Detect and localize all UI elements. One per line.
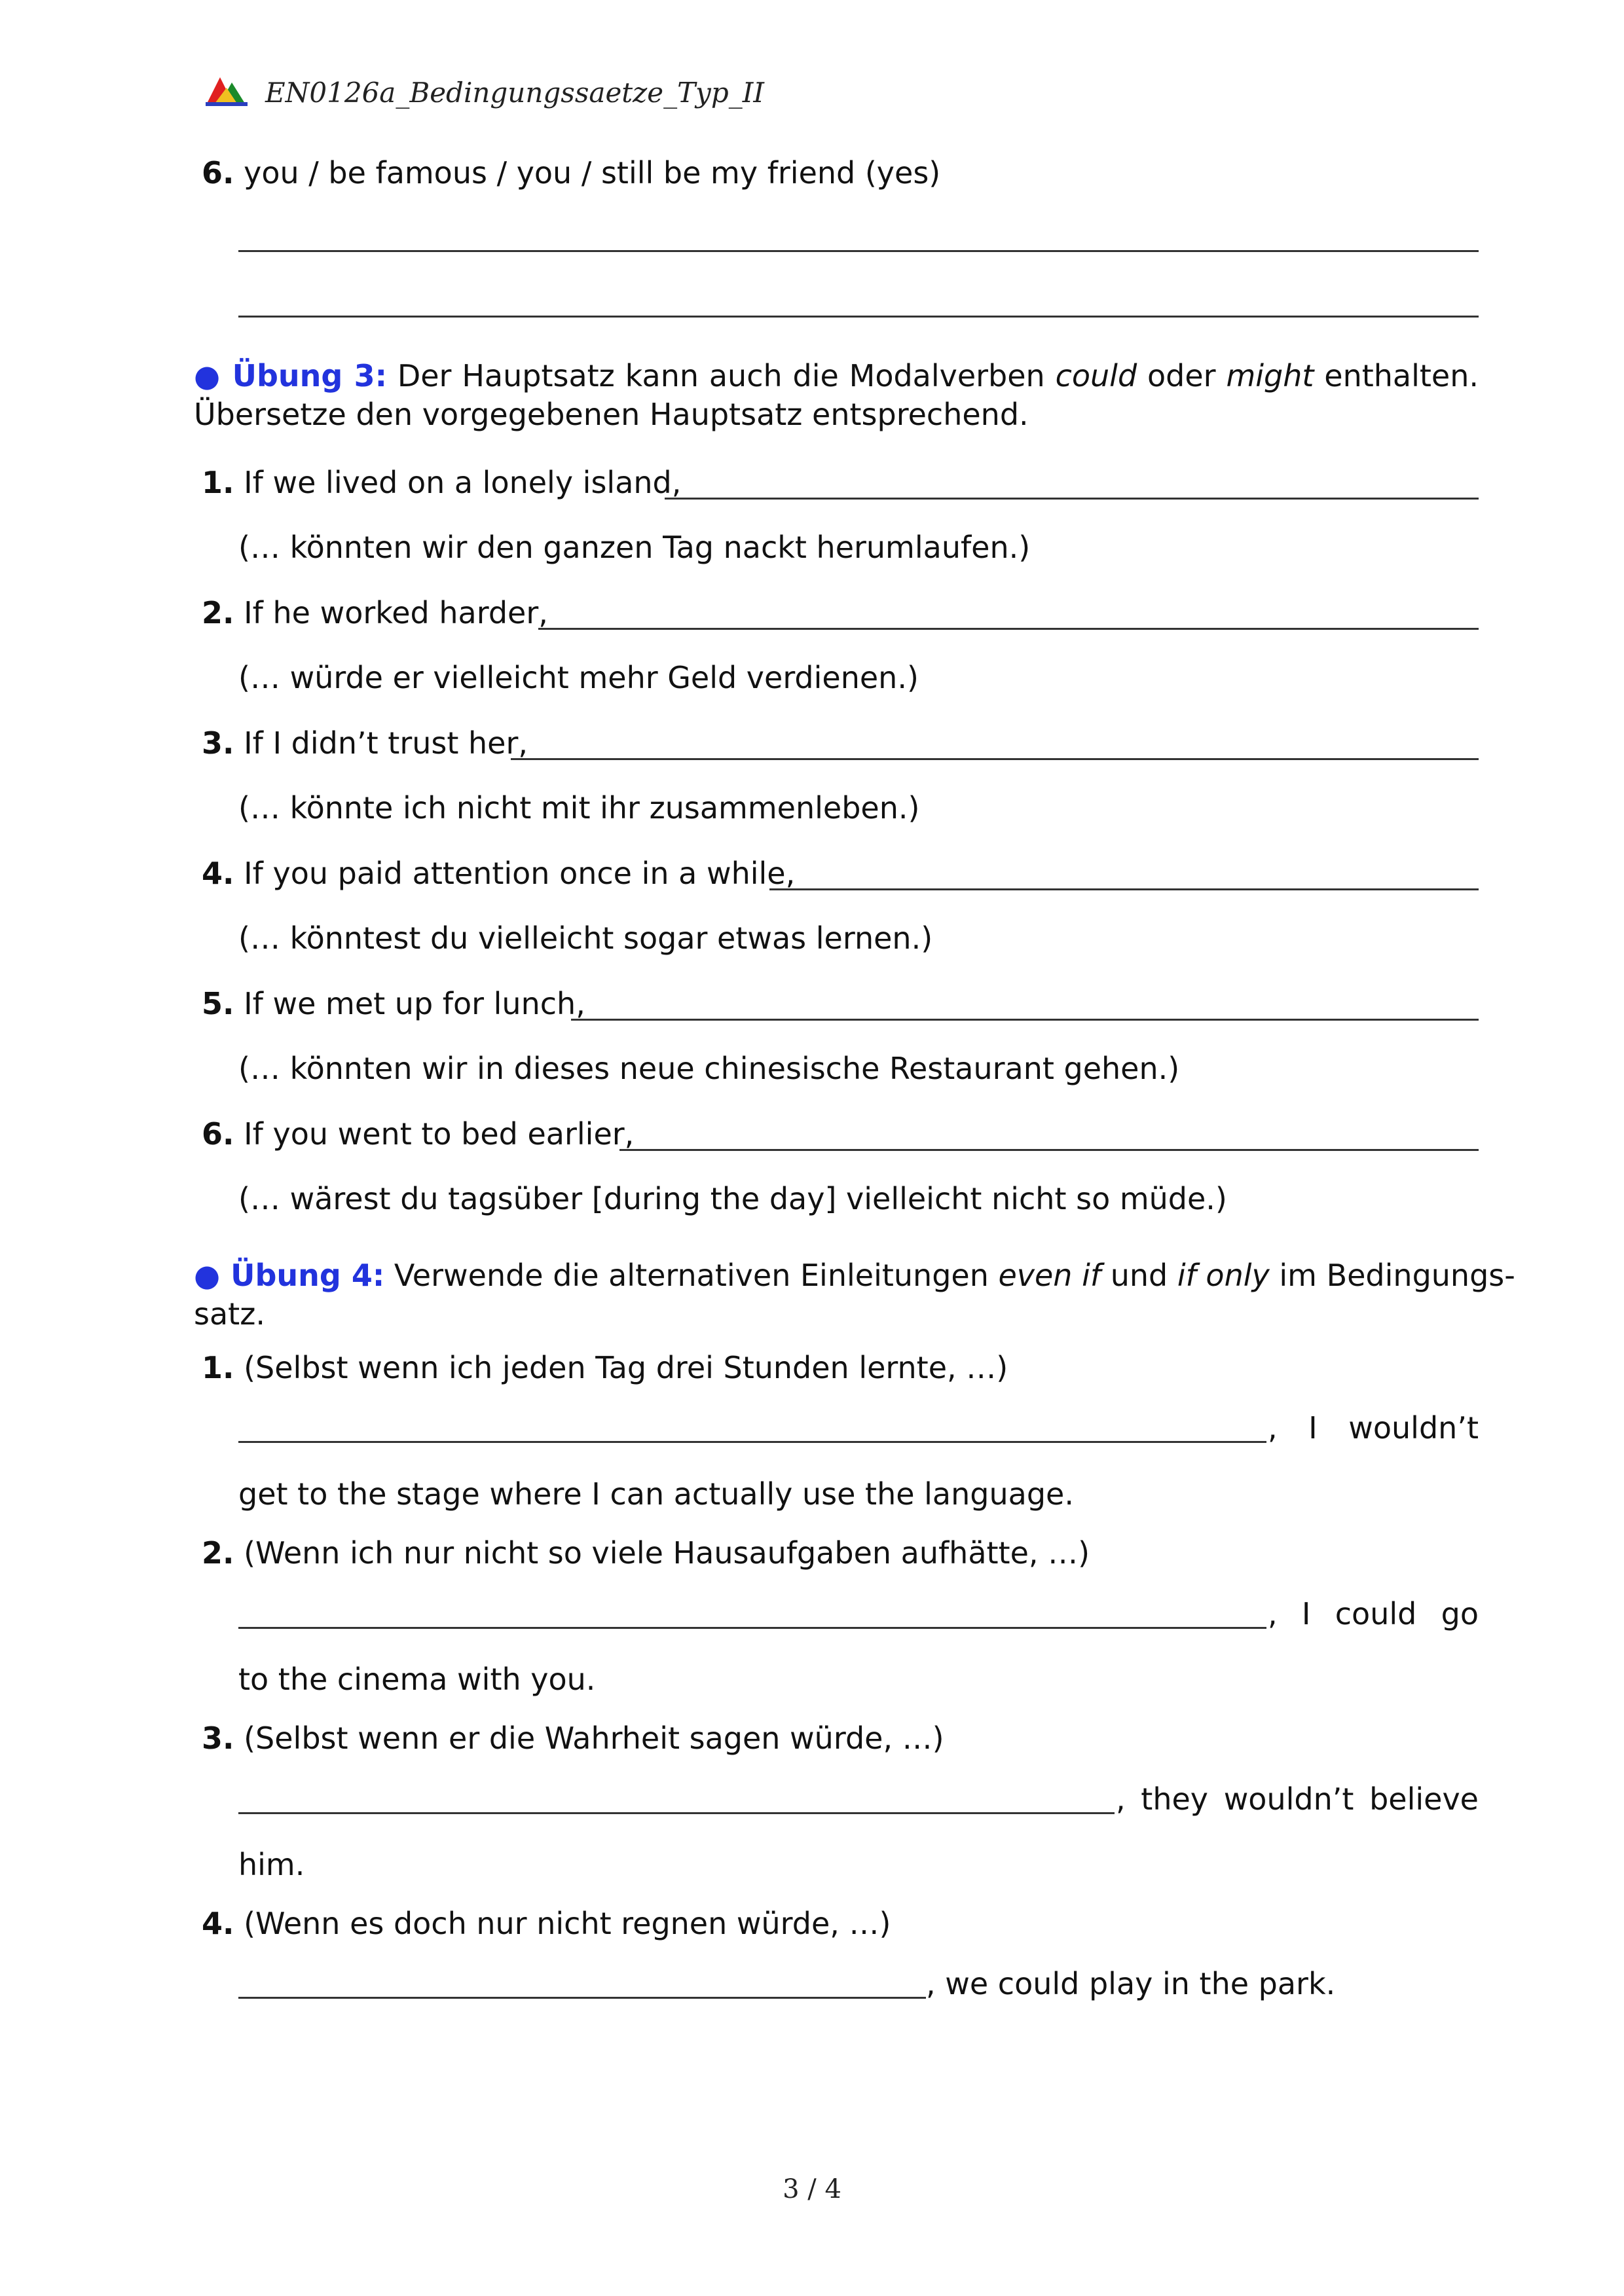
answer-line[interactable] bbox=[538, 628, 1479, 630]
sentence-ending: , I could go bbox=[1268, 1596, 1479, 1631]
answer-line[interactable] bbox=[238, 1997, 926, 1999]
translation-hint: (… könnten wir in dieses neue chinesische Restaurant gehen.) bbox=[238, 1051, 1180, 1086]
page-number: 3 / 4 bbox=[783, 2174, 841, 2204]
exercise-4-item: 1. (Selbst wenn ich jeden Tag drei Stunden lernte, …) bbox=[202, 1350, 1008, 1385]
exercise-4-item: 4. (Wenn es doch nur nicht regnen würde, …) bbox=[202, 1906, 891, 1941]
exercise-3-item: 6. If you went to bed earlier, bbox=[202, 1116, 635, 1152]
answer-line[interactable] bbox=[238, 1812, 1115, 1814]
sentence-continuation: him. bbox=[238, 1847, 305, 1882]
sentence-ending: , we could play in the park. bbox=[926, 1966, 1336, 2001]
answer-line[interactable] bbox=[238, 316, 1479, 318]
exercise-4-label: ● Übung 4: bbox=[194, 1258, 385, 1293]
answer-line[interactable] bbox=[665, 498, 1479, 500]
exercise-3-item: 1. If we lived on a lonely island, bbox=[202, 465, 682, 500]
exercise-3-label: ● Übung 3: bbox=[194, 358, 387, 393]
sentence-ending: , they wouldn’t believe bbox=[1116, 1781, 1479, 1817]
exercise-3-item: 2. If he worked harder, bbox=[202, 595, 548, 630]
item-text: you / be famous / you / still be my friend (yes) bbox=[244, 155, 941, 191]
exercise-3-instruction: Übersetze den vorgegebenen Hauptsatz entsprechend. bbox=[194, 397, 1029, 432]
answer-line[interactable] bbox=[238, 250, 1479, 252]
intro-item bbox=[202, 153, 940, 192]
answer-line[interactable] bbox=[238, 1441, 1266, 1443]
answer-line[interactable] bbox=[238, 1627, 1266, 1629]
exercise-3-heading: ● Übung 3: Der Hauptsatz kann auch die Modalverben could oder might enthalten. bbox=[194, 358, 1479, 393]
answer-line[interactable] bbox=[619, 1149, 1479, 1151]
sentence-continuation: get to the stage where I can actually use the language. bbox=[238, 1476, 1074, 1512]
exercise-3-item: 3. If I didn’t trust her, bbox=[202, 725, 528, 761]
exercise-4-item: 3. (Selbst wenn er die Wahrheit sagen würde, …) bbox=[202, 1721, 944, 1756]
translation-hint: (… würde er vielleicht mehr Geld verdienen.) bbox=[238, 660, 919, 695]
exercise-4-heading: ● Übung 4: Verwende die alternativen Einleitungen even if und if only im Bedingungs- bbox=[194, 1258, 1515, 1293]
sentence-continuation: to the cinema with you. bbox=[238, 1662, 596, 1697]
item-number: 6. bbox=[202, 155, 234, 191]
exercise-3-item: 4. If you paid attention once in a while, bbox=[202, 856, 796, 891]
exercise-4-instruction-cont: satz. bbox=[194, 1296, 265, 1332]
logo-icon bbox=[204, 73, 250, 107]
answer-line[interactable] bbox=[571, 1019, 1479, 1021]
translation-hint: (… könnten wir den ganzen Tag nackt herumlaufen.) bbox=[238, 530, 1031, 565]
translation-hint: (… könnte ich nicht mit ihr zusammenleben.) bbox=[238, 790, 920, 826]
translation-hint: (… wärest du tagsüber [during the day] vielleicht nicht so müde.) bbox=[238, 1181, 1227, 1216]
answer-line[interactable] bbox=[769, 888, 1479, 890]
exercise-3-item: 5. If we met up for lunch, bbox=[202, 986, 585, 1021]
answer-line[interactable] bbox=[511, 758, 1479, 760]
translation-hint: (… könntest du vielleicht sogar etwas lernen.) bbox=[238, 920, 933, 956]
document-title: EN0126a_Bedingungssaetze_Typ_II bbox=[265, 77, 764, 109]
sentence-ending: , I wouldn’t bbox=[1268, 1410, 1479, 1446]
exercise-4-item: 2. (Wenn ich nur nicht so viele Hausaufgaben aufhätte, …) bbox=[202, 1535, 1090, 1571]
